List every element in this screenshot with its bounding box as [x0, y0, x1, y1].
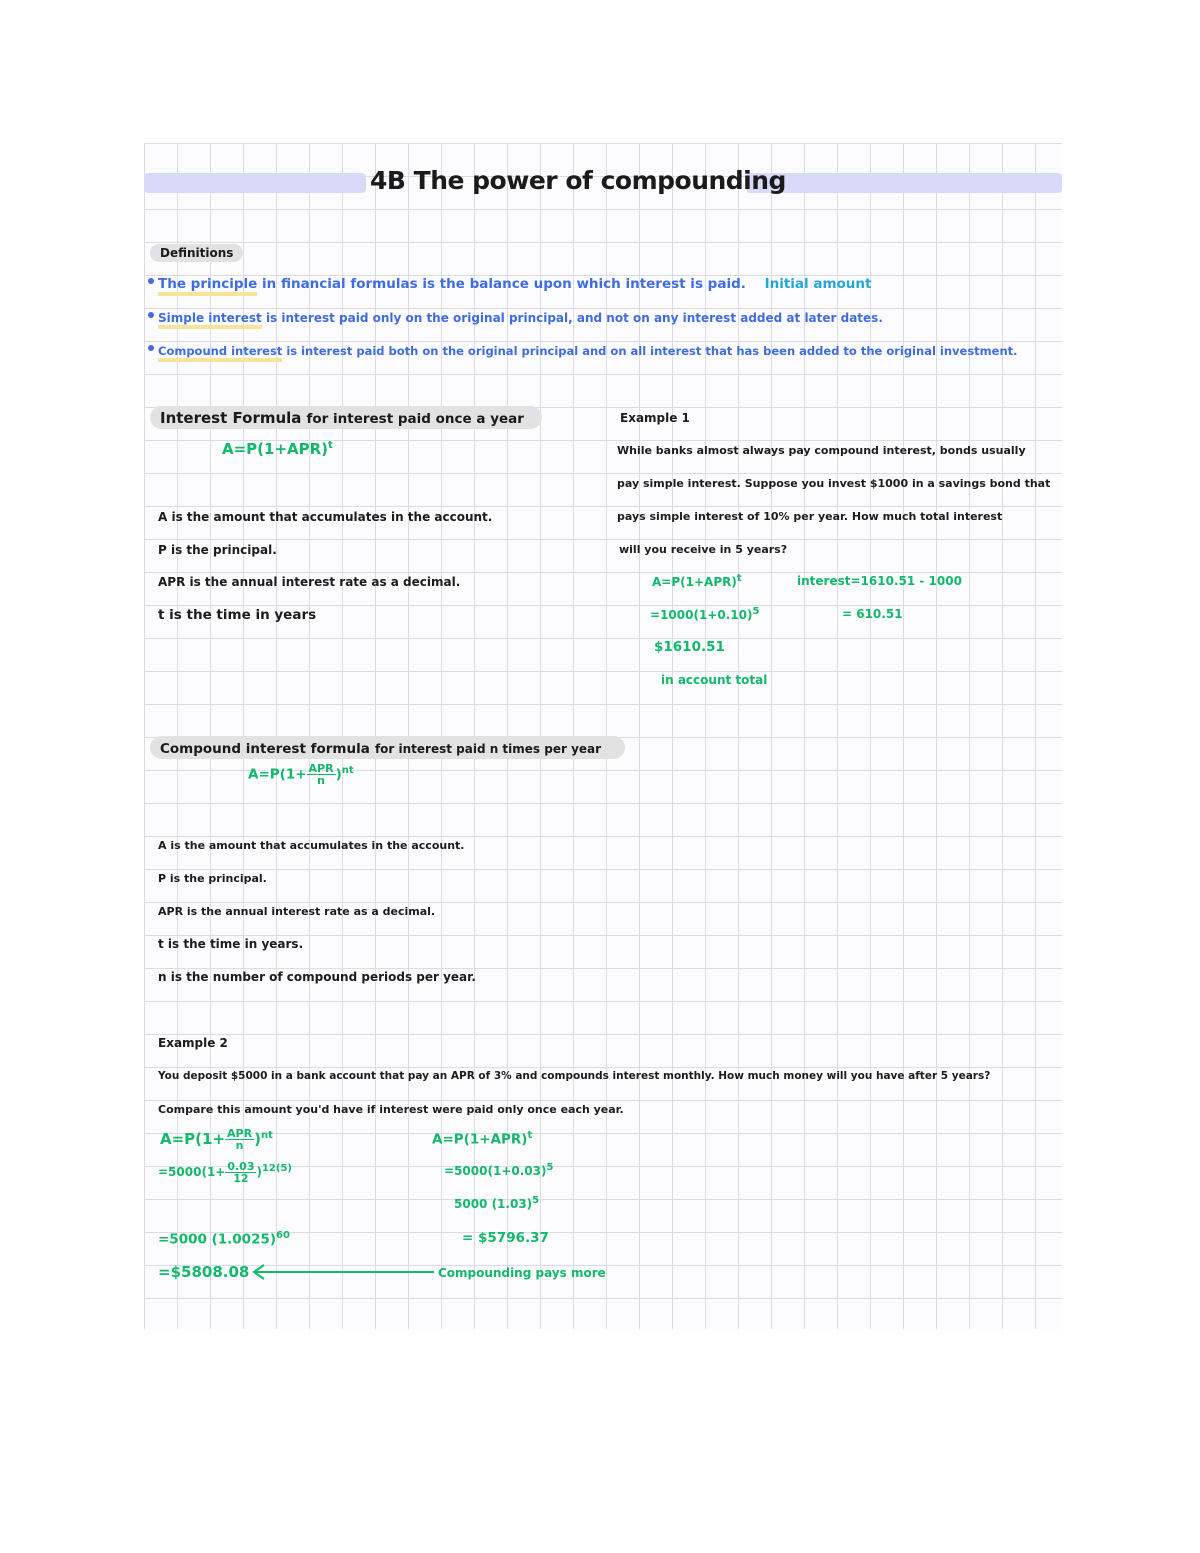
example1-work-formula-exponent: t [736, 573, 742, 584]
term-simple-interest: Simple interest [158, 311, 262, 329]
interest-var-a: A is the amount that accumulates in the account. [158, 510, 493, 524]
interest-formula-heading-bold: Interest Formula [160, 409, 302, 427]
definition-simple-interest-text: is interest paid only on the original principal, and not on any interest added at later dates. [265, 311, 883, 325]
example2-right-simplified-exponent: 5 [532, 1195, 540, 1206]
definition-simple-interest [148, 311, 883, 325]
compound-var-p: P is the principal. [158, 872, 267, 885]
example2-left-substitution-denominator: 12 [233, 1172, 249, 1185]
compound-formula-heading-bold: Compound interest formula [160, 741, 370, 757]
example2-left-substitution [158, 1161, 292, 1184]
interest-var-t: t is the time in years [158, 607, 317, 623]
example2-arrow-note: Compounding pays more [438, 1266, 606, 1280]
compound-formula-post: ) [335, 766, 342, 783]
interest-var-apr: APR is the annual interest rate as a decimal. [158, 575, 461, 589]
example2-left-formula-numerator: APR [227, 1127, 253, 1140]
term-compound-interest: Compound interest [158, 344, 282, 362]
interest-formula-exponent: t [328, 440, 333, 451]
example1-interest-calc: interest=1610.51 - 1000 [797, 574, 962, 588]
example2-left-result: =$5808.08 [158, 1263, 250, 1281]
example2-left-simplified-base: =5000 (1.0025) [158, 1231, 277, 1248]
interest-formula-heading-rest: for interest paid once a year [306, 411, 524, 427]
example2-right-result: = $5796.37 [462, 1230, 549, 1246]
example2-left-substitution-post: ) [256, 1165, 262, 1179]
example2-left-substitution-fraction [225, 1161, 256, 1184]
compound-var-apr: APR is the annual interest rate as a decimal. [158, 905, 436, 918]
definition-principle-text: in financial formulas is the balance upon which interest is paid. [262, 276, 746, 292]
example2-line2: Compare this amount you'd have if interest were paid only once each year. [158, 1103, 624, 1116]
example2-left-formula-denominator: n [235, 1139, 244, 1152]
compound-formula-pre: A=P(1+ [248, 766, 307, 783]
example2-left-formula-exponent: nt [260, 1130, 273, 1141]
definition-principle [148, 276, 871, 292]
example1-total: $1610.51 [654, 639, 725, 655]
interest-var-p: P is the principal. [158, 543, 277, 557]
compound-var-n: n is the number of compound periods per year. [158, 970, 476, 984]
compound-formula-exponent: nt [341, 765, 354, 776]
definition-compound-interest-text: is interest paid both on the original principal and on all interest that has been added to the original investment. [286, 344, 1018, 358]
example2-right-simplified [454, 1195, 539, 1211]
example2-left-substitution-pre: =5000(1+ [158, 1165, 226, 1179]
example2-heading: Example 2 [158, 1036, 228, 1050]
example1-heading: Example 1 [620, 411, 690, 425]
bullet-icon [148, 312, 154, 318]
example1-line3: pays simple interest of 10% per year. How much total interest [617, 510, 1003, 523]
compound-formula-heading-rest: for interest paid n times per year [374, 742, 602, 756]
title-highlight-right [746, 173, 1062, 193]
interest-formula-heading [150, 406, 542, 429]
compound-formula-fraction [307, 763, 336, 786]
example1-line2: pay simple interest. Suppose you invest $1000 in a savings bond that [617, 477, 1051, 490]
example2-left-simplified [158, 1230, 290, 1248]
interest-formula [222, 440, 333, 458]
compound-formula [248, 763, 354, 786]
example2-left-simplified-exponent: 60 [276, 1230, 290, 1241]
compound-formula-heading [150, 736, 625, 759]
bullet-icon [148, 345, 154, 351]
definitions-heading: Definitions [150, 244, 243, 262]
example2-right-substitution [444, 1162, 553, 1178]
term-principle: The principle [158, 276, 257, 296]
example2-right-substitution-base: =5000(1+0.03) [444, 1164, 547, 1178]
example2-right-substitution-exponent: 5 [546, 1162, 554, 1173]
page-title: 4B The power of compounding [370, 166, 786, 195]
example1-work-formula [652, 573, 742, 589]
definition-principle-note: Initial amount [764, 276, 872, 292]
definition-compound-interest [148, 344, 1018, 358]
example2-right-simplified-base: 5000 (1.03) [454, 1197, 533, 1211]
example1-work-substitution-exponent: 5 [752, 606, 760, 617]
example2-left-substitution-numerator: 0.03 [227, 1160, 255, 1173]
example2-right-formula-base: A=P(1+APR) [432, 1131, 528, 1148]
example2-left-formula-post: ) [254, 1130, 261, 1148]
bullet-icon [148, 278, 154, 284]
example2-left-formula [160, 1128, 273, 1151]
example2-right-formula [432, 1130, 532, 1148]
example1-interest-result: = 610.51 [842, 607, 903, 621]
example2-right-formula-exponent: t [527, 1130, 533, 1141]
compound-formula-numerator: APR [308, 762, 334, 775]
example2-line1: You deposit $5000 in a bank account that pay an APR of 3% and compounds interest monthly. How much money will you have after 5 years? [158, 1070, 991, 1082]
example1-total-note: in account total [661, 673, 768, 687]
example1-work-substitution-base: =1000(1+0.10) [650, 608, 753, 622]
arrow-left-icon [250, 1262, 436, 1282]
compound-var-t: t is the time in years. [158, 937, 304, 951]
example1-work-formula-base: A=P(1+APR) [652, 575, 737, 589]
title-highlight-left [144, 173, 366, 193]
example2-left-substitution-exponent: 12(5) [261, 1163, 292, 1174]
example1-line4: will you receive in 5 years? [619, 543, 788, 556]
example2-left-formula-pre: A=P(1+ [160, 1130, 226, 1148]
interest-formula-base: A=P(1+APR) [222, 440, 329, 458]
compound-var-a: A is the amount that accumulates in the account. [158, 839, 465, 852]
compound-formula-denominator: n [317, 774, 325, 787]
example2-left-formula-fraction [225, 1128, 254, 1151]
example1-work-substitution [650, 606, 759, 622]
example1-line1: While banks almost always pay compound interest, bonds usually [617, 444, 1026, 457]
